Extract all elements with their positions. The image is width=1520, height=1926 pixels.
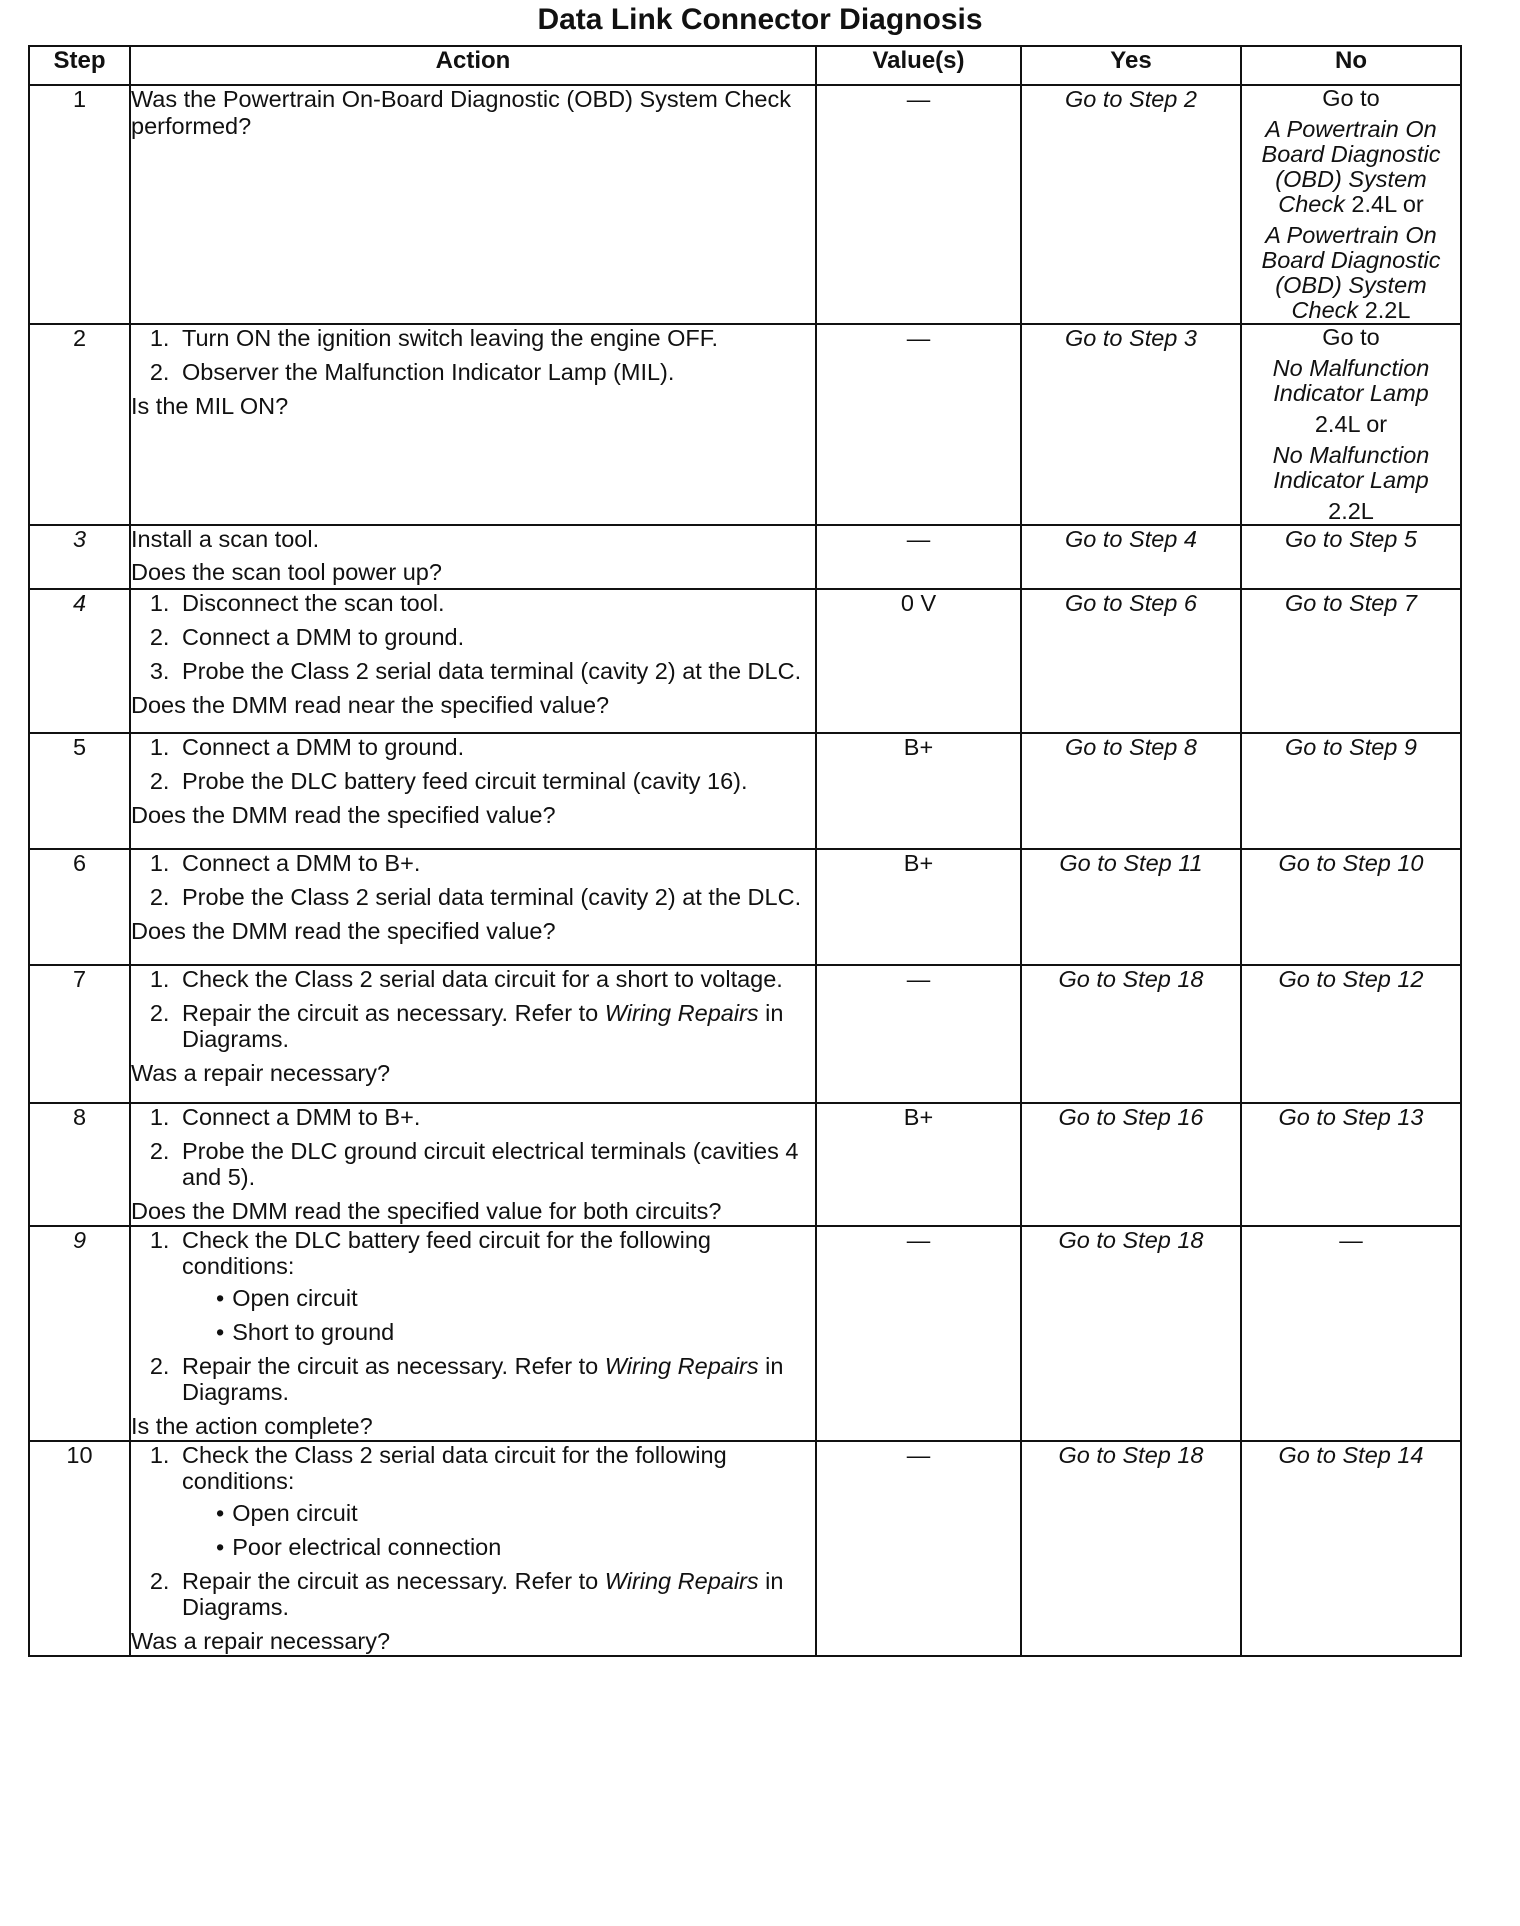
action-question: Was the Powertrain On-Board Diagnostic (OBD) System Check performed? (131, 86, 791, 139)
repair-text: Repair the circuit as necessary. Refer to (182, 1568, 599, 1594)
header-action: Action (130, 46, 816, 85)
no-cell (1241, 324, 1461, 525)
step-number: 8 (29, 1103, 130, 1226)
wiring-repairs-reference: Wiring Repairs (604, 1568, 759, 1594)
no-cell: Go to Step 7 (1241, 589, 1461, 733)
step-number: 9 (29, 1226, 130, 1441)
yes-cell: Go to Step 18 (1021, 1441, 1241, 1656)
action-step (176, 1353, 815, 1405)
table-row (29, 1226, 1461, 1441)
table-row (29, 85, 1461, 324)
step-number: 7 (29, 965, 130, 1103)
no-cell: Go to Step 5 (1241, 525, 1461, 589)
step-number: 1 (29, 85, 130, 324)
repair-text-suffix: in Diagrams. (182, 1568, 784, 1620)
no-cell: Go to Step 9 (1241, 733, 1461, 849)
step-number: 6 (29, 849, 130, 965)
value-cell: — (816, 965, 1021, 1103)
step-number: 4 (29, 589, 130, 733)
value-cell: B+ (816, 733, 1021, 849)
condition-bullet: • Poor electrical connection (210, 1534, 815, 1560)
condition-bullet: • Open circuit (210, 1500, 815, 1526)
action-step: 3. Probe the Class 2 serial data terminal (cavity 2) at the DLC. (176, 658, 815, 684)
no-cell: Go to Step 13 (1241, 1103, 1461, 1226)
repair-text-suffix: in Diagrams. (182, 1353, 784, 1405)
repair-text-suffix: in Diagrams. (182, 1000, 784, 1052)
yes-cell: Go to Step 18 (1021, 965, 1241, 1103)
table-row (29, 849, 1461, 965)
condition-bullet: • Short to ground (210, 1319, 815, 1345)
page-title: Data Link Connector Diagnosis (537, 3, 983, 36)
repair-text: Repair the circuit as necessary. Refer to (182, 1000, 599, 1026)
table-row (29, 324, 1461, 525)
action-question: Does the DMM read the specified value? (131, 918, 556, 944)
action-step-text: Check the DLC battery feed circuit for the following conditions: (182, 1227, 712, 1279)
yes-cell: Go to Step 3 (1021, 324, 1241, 525)
no-reference-suffix: 2.2L (1328, 498, 1374, 524)
table-row (29, 733, 1461, 849)
wiring-repairs-reference: Wiring Repairs (604, 1353, 759, 1379)
yes-cell: Go to Step 8 (1021, 733, 1241, 849)
table-row (29, 965, 1461, 1103)
step-number: 3 (29, 525, 130, 589)
action-cell (130, 1103, 816, 1226)
header-yes: Yes (1021, 46, 1241, 85)
action-cell (130, 733, 816, 849)
yes-cell: Go to Step 6 (1021, 589, 1241, 733)
action-cell (130, 849, 816, 965)
no-cell: Go to Step 14 (1241, 1441, 1461, 1656)
yes-cell: Go to Step 2 (1021, 85, 1241, 324)
no-cell (1241, 85, 1461, 324)
yes-cell: Go to Step 16 (1021, 1103, 1241, 1226)
value-cell: — (816, 1226, 1021, 1441)
table-row (29, 1441, 1461, 1656)
no-cell: Go to Step 12 (1241, 965, 1461, 1103)
no-goto: Go to (1322, 324, 1380, 350)
action-step (176, 1227, 815, 1345)
action-step: 2. Probe the Class 2 serial data terminal (cavity 2) at the DLC. (176, 884, 815, 910)
action-step: 1. Connect a DMM to B+. (176, 1104, 815, 1130)
action-step: 2. Observer the Malfunction Indicator Lamp (MIL). (176, 359, 815, 385)
yes-cell: Go to Step 18 (1021, 1226, 1241, 1441)
action-question: Was a repair necessary? (131, 1628, 391, 1654)
action-cell (130, 1441, 816, 1656)
action-step: 1. Connect a DMM to B+. (176, 850, 815, 876)
action-step (176, 1568, 815, 1620)
action-step: 2. Probe the DLC ground circuit electrical terminals (cavities 4 and 5). (176, 1138, 815, 1190)
action-cell (130, 85, 816, 324)
no-reference-suffix: 2.2L (1364, 297, 1411, 323)
value-cell: — (816, 1441, 1021, 1656)
action-question: Does the scan tool power up? (131, 559, 442, 585)
wiring-repairs-reference: Wiring Repairs (604, 1000, 759, 1026)
header-no: No (1241, 46, 1461, 85)
yes-cell: Go to Step 4 (1021, 525, 1241, 589)
no-cell: Go to Step 10 (1241, 849, 1461, 965)
step-number: 10 (29, 1441, 130, 1656)
value-cell: B+ (816, 1103, 1021, 1226)
no-reference: No Malfunction Indicator Lamp (1272, 355, 1430, 406)
value-cell: 0 V (816, 589, 1021, 733)
header-values: Value(s) (816, 46, 1021, 85)
no-cell: — (1241, 1226, 1461, 1441)
table-row (29, 525, 1461, 589)
repair-text: Repair the circuit as necessary. Refer to (182, 1353, 599, 1379)
action-cell (130, 1226, 816, 1441)
header-step: Step (29, 46, 130, 85)
action-question: Does the DMM read the specified value for both circuits? (131, 1198, 722, 1224)
action-step (176, 1442, 815, 1560)
action-step: 1. Connect a DMM to ground. (176, 734, 815, 760)
diagnosis-table (28, 45, 1462, 1657)
action-step: 1. Check the Class 2 serial data circuit for a short to voltage. (176, 966, 815, 992)
action-cell (130, 965, 816, 1103)
action-question: Was a repair necessary? (131, 1060, 391, 1086)
table-row (29, 589, 1461, 733)
action-cell (130, 525, 816, 589)
action-question: Does the DMM read the specified value? (131, 802, 556, 828)
action-cell (130, 589, 816, 733)
no-reference: A Powertrain On Board Diagnostic (OBD) System Check (1261, 116, 1441, 217)
value-cell: — (816, 525, 1021, 589)
action-step: 1. Turn ON the ignition switch leaving the engine OFF. (176, 325, 815, 351)
value-cell: B+ (816, 849, 1021, 965)
step-number: 2 (29, 324, 130, 525)
action-step: 2. Probe the DLC battery feed circuit terminal (cavity 16). (176, 768, 815, 794)
step-number: 5 (29, 733, 130, 849)
value-cell: — (816, 324, 1021, 525)
action-step: 1. Disconnect the scan tool. (176, 590, 815, 616)
action-step (176, 1000, 815, 1052)
condition-bullet: • Open circuit (210, 1285, 815, 1311)
action-text: Install a scan tool. (131, 526, 320, 552)
action-question: Does the DMM read near the specified value? (131, 692, 610, 718)
table-row (29, 1103, 1461, 1226)
action-step-text: Check the Class 2 serial data circuit for the following conditions: (182, 1442, 727, 1494)
no-reference-suffix: 2.4L or (1351, 191, 1424, 217)
no-reference-suffix: 2.4L or (1314, 411, 1388, 437)
value-cell: — (816, 85, 1021, 324)
action-step: 2. Connect a DMM to ground. (176, 624, 815, 650)
action-cell (130, 324, 816, 525)
yes-cell: Go to Step 11 (1021, 849, 1241, 965)
no-goto: Go to (1322, 85, 1380, 111)
action-question: Is the action complete? (131, 1413, 373, 1439)
action-question: Is the MIL ON? (131, 393, 289, 419)
table-header-row (29, 46, 1461, 85)
no-reference: A Powertrain On Board Diagnostic (OBD) System Check (1261, 222, 1441, 323)
no-reference: No Malfunction Indicator Lamp (1272, 442, 1430, 493)
